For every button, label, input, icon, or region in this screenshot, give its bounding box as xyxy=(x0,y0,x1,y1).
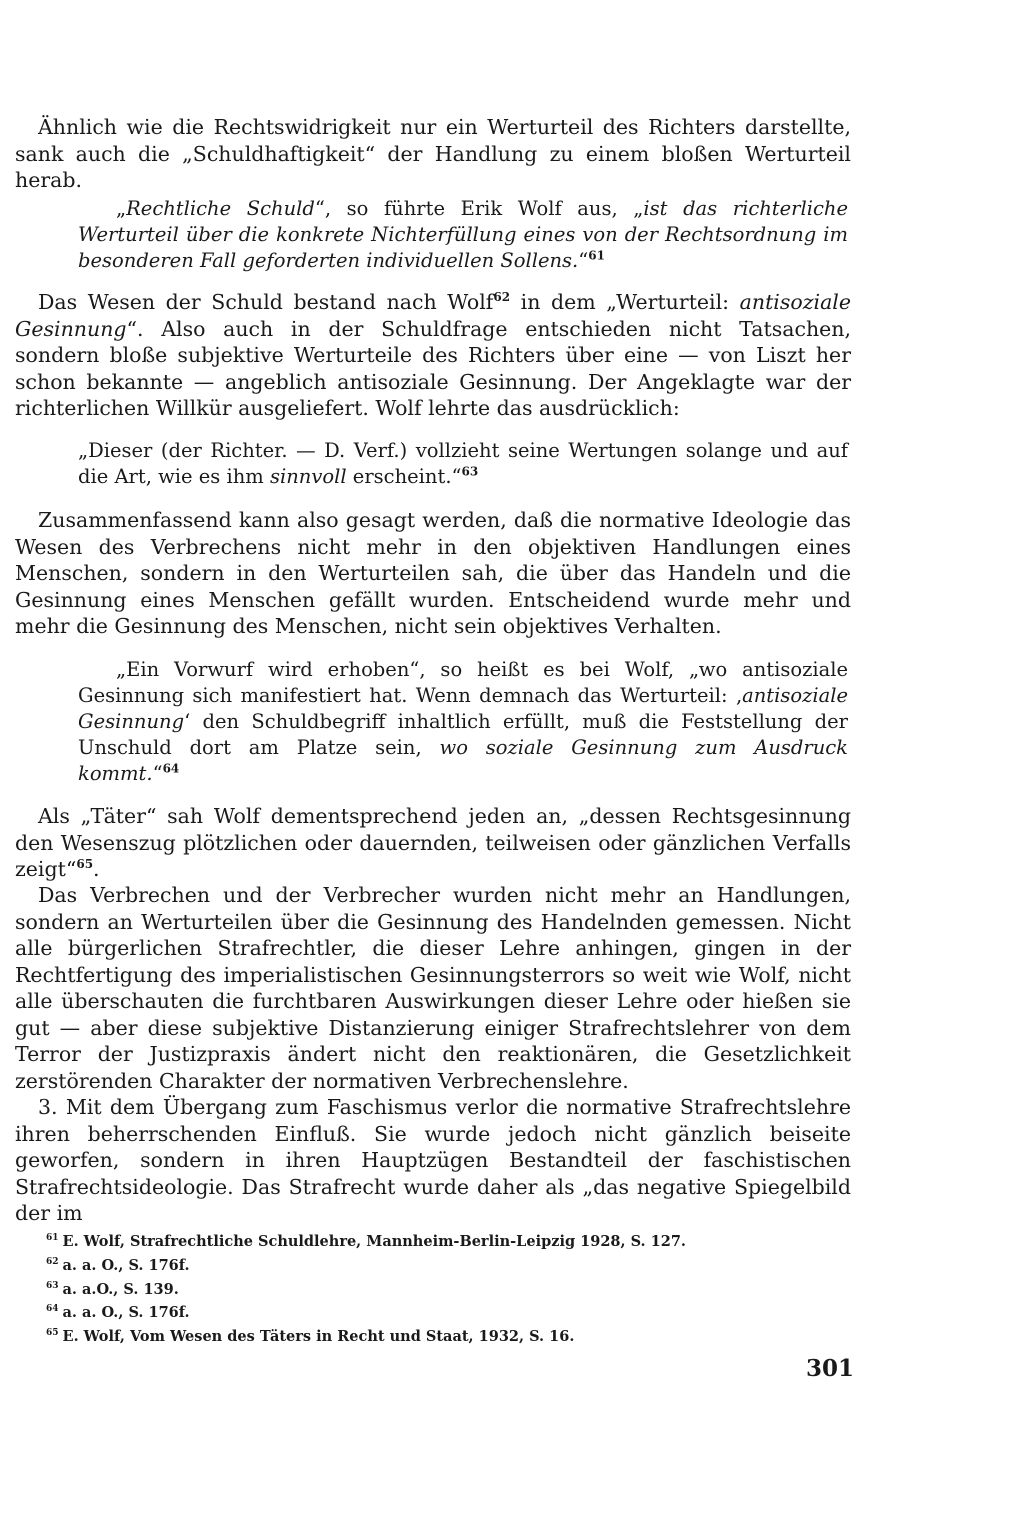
footnote-ref-61: 61 xyxy=(588,248,605,263)
footnote-ref-62: 62 xyxy=(493,290,511,305)
quote-2: „Dieser (der Richter. — D. Verf.) vollzieht seine Wertungen solange und auf die Art, wie es ihm sinnvoll erscheint.“$^{63}$ xyxy=(78,439,848,488)
page-number: 301 xyxy=(806,1355,855,1382)
footnote-ref-63: 63 xyxy=(461,464,479,479)
paragraph-1: Ähnlich wie die Rechtswidrigkeit nur ein Werturteil des Richters darstellte, sank auch die „Schuldhaftigkeit“ der Handlung zu einem bloßen Werturteil herab. xyxy=(15,115,851,192)
footnote-65: $^{65}$ E. Wolf, Vom Wesen des Täters in Recht und Staat, 1932, S. 16. xyxy=(46,1328,575,1346)
footnote-61: $^{61}$ E. Wolf, Strafrechtliche Schuldlehre, Mannheim-Berlin-Leipzig 1928, S. 127. xyxy=(46,1232,686,1250)
footnote-63: $^{63}$ a. a.O., S. 139. xyxy=(46,1280,179,1298)
quote-3: „Ein Vorwurf wird erhoben“, so heißt es bei Wolf, „wo antisoziale Gesinnung sich manifestiert hat. Wenn demnach das Werturteil: ‚antisoziale Gesinnung‘ den Schuldbegriff inhaltlich erfüllt, muß die Feststellung der Unschuld dort am Platze sein, wo soziale Gesinnung zum Ausdruck kommt.“$^{64}$ xyxy=(78,658,848,785)
footnote-ref-64: 64 xyxy=(162,761,180,776)
paragraph-5: Das Verbrechen und der Verbrecher wurden nicht mehr an Handlungen, sondern an Werturteilen über die Gesinnung des Handelnden gemessen. Nicht alle bürgerlichen Strafrechtler, die dieser Lehre anhingen, gingen in der Rechtfertigung des imperialistischen Gesinnungsterrors so weit wie Wolf, nicht alle überschauten die furchtbaren Auswirkungen dieser Lehre oder hießen sie gut — aber diese subjektive Distanzierung einiger Strafrechtslehrer von dem Terror der Justizpraxis ändert nicht den reaktionären, die Gesetzlichkeit zerstörenden Charakter der normativen Verbrechenslehre. xyxy=(15,883,851,1093)
quote-1: „Rechtliche Schuld“, so führte Erik Wolf aus, „ist das richterliche Werturteil über die konkrete Nichterfüllung eines von der Rechtsordnung im besonderen Fall geforderten individuellen Sollens.“$^{61}$ xyxy=(78,197,849,272)
footnotes xyxy=(46,1228,846,1347)
footnote-ref-65: 65 xyxy=(76,857,94,872)
paragraph-6: 3. Mit dem Übergang zum Faschismus verlor die normative Strafrechtslehre ihren beherrschenden Einfluß. Sie wurde jedoch nicht gänzlich beiseite geworfen, sondern in ihren Hauptzügen Bestandteil der faschistischen Strafrechtsideologie. Das Strafrecht wurde daher als „das negative Spiegelbild der im xyxy=(15,1095,851,1225)
paragraph-3: Zusammenfassend kann also gesagt werden, daß die normative Ideologie das Wesen des Verbrechens nicht mehr in den objektiven Handlungen eines Menschen, sondern in den Werturteilen sah, die über das Handeln und die Gesinnung eines Menschen gefällt wurden. Entscheidend wurde mehr und mehr die Gesinnung des Menschen, nicht sein objektives Verhalten. xyxy=(15,508,851,638)
paragraph-4: Als „Täter“ sah Wolf dementsprechend jeden an, „dessen Rechtsgesinnung den Wesenszug plötzlichen oder dauernden, teilweisen oder gänzlichen Verfalls zeigt“$^{65}$. xyxy=(15,804,851,881)
paragraph-2: Das Wesen der Schuld bestand nach Wolf$^{62}$ in dem „Werturteil: antisoziale Gesinnung“. Also auch in der Schuldfrage entschieden nicht Tatsachen, sondern bloße subjektive Werturteile des Richters über eine — von Liszt her schon bekannte — angeblich antisoziale Gesinnung. Der Angeklagte war der richterlichen Willkür ausgeliefert. Wolf lehrte das ausdrücklich: xyxy=(15,290,851,420)
footnote-64: $^{64}$ a. a. O., S. 176f. xyxy=(46,1304,190,1322)
footnote-62: $^{62}$ a. a. O., S. 176f. xyxy=(46,1256,190,1274)
